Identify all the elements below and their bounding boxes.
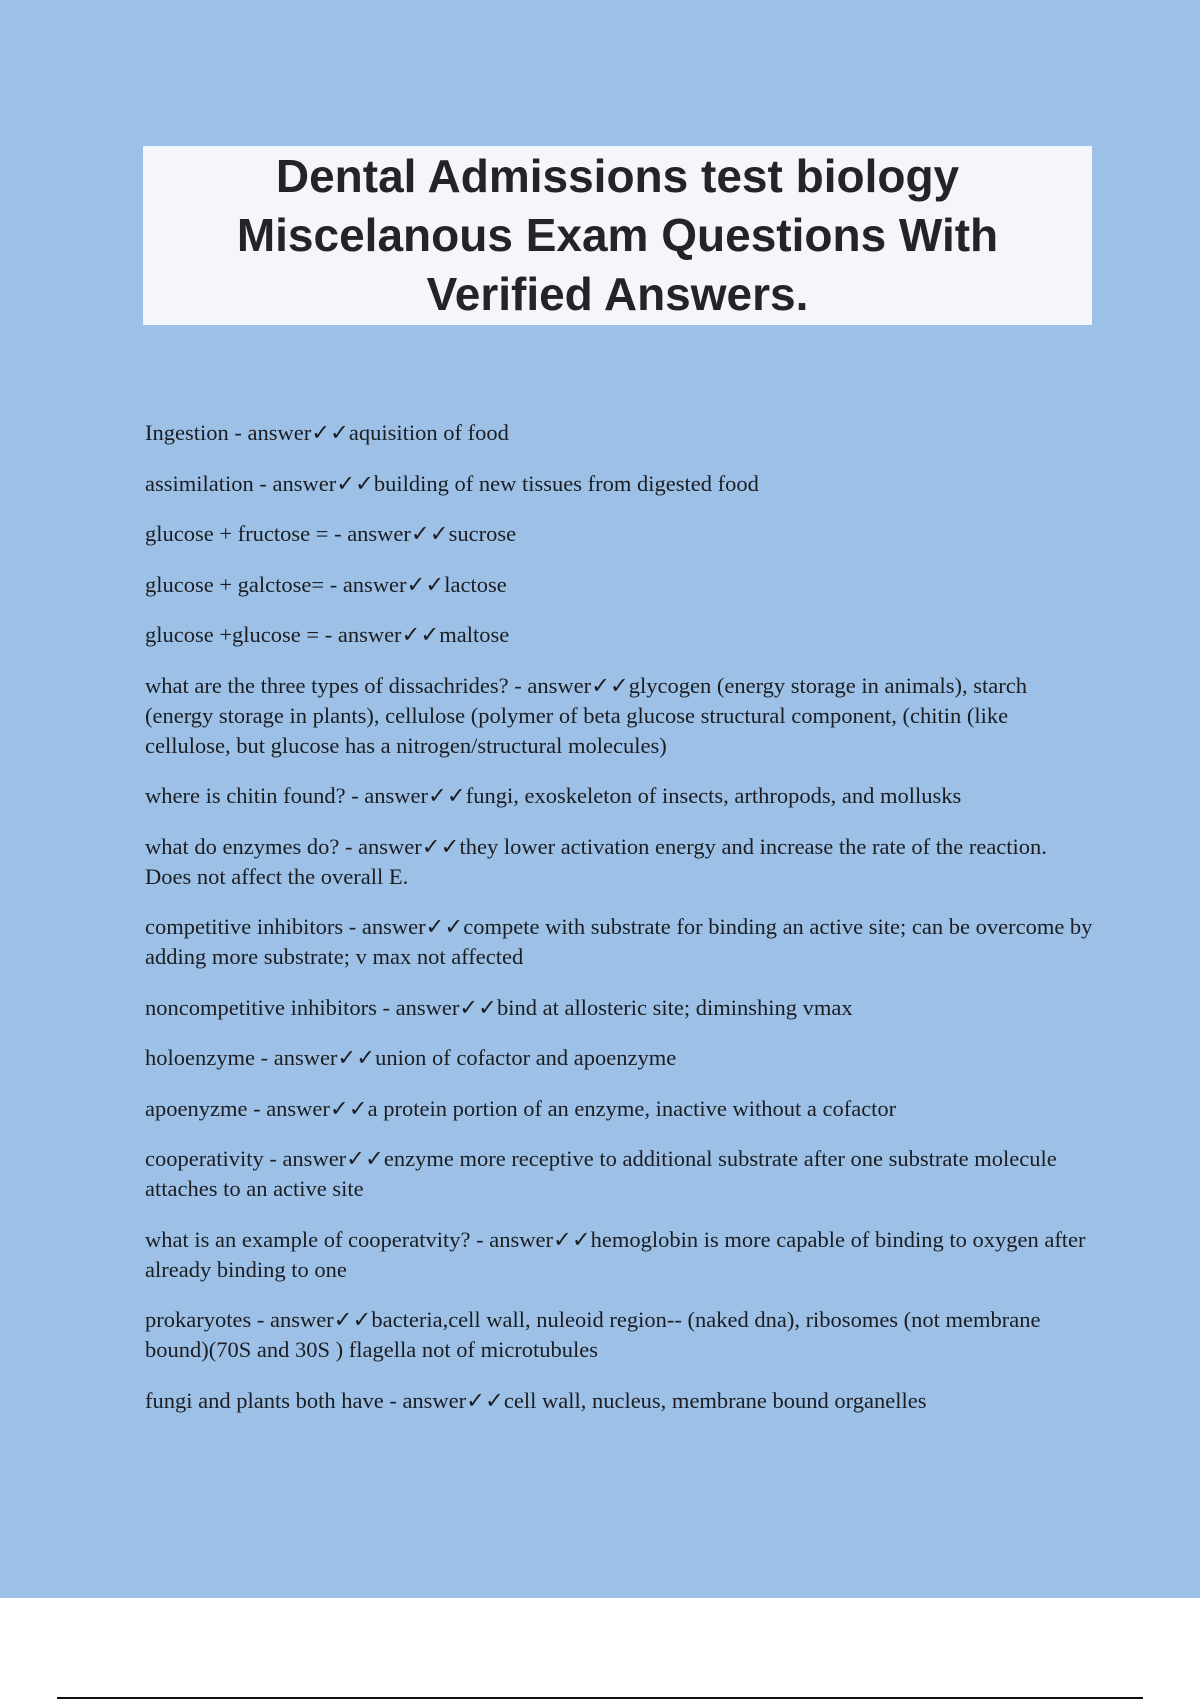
- qa-item: prokaryotes - answer✓✓bacteria,cell wall, nuleoid region-- (naked dna), ribosomes (not membrane bound)(70S and 30S ) flagella not of microtubules: [145, 1307, 1041, 1362]
- footer-divider: [57, 1697, 1143, 1699]
- qa-item: competitive inhibitors - answer✓✓compete with substrate for binding an active site; can be overcome by adding more substrate; v max not affected: [145, 914, 1093, 969]
- qa-list: [145, 418, 1095, 1436]
- qa-item: holoenzyme - answer✓✓union of cofactor and apoenzyme: [145, 1045, 677, 1070]
- qa-item: what do enzymes do? - answer✓✓they lower activation energy and increase the rate of the reaction. Does not affect the overall E.: [145, 833, 1047, 889]
- qa-item: cooperativity - answer✓✓enzyme more receptive to additional substrate after one substrate molecule attaches to an active site: [145, 1146, 1057, 1201]
- qa-item: what are the three types of dissachrides? - answer✓✓glycogen (energy storage in animals), starch (energy storage in plants), cellulose (polymer of beta glucose structural component, (chitin (like cellulose, but glucose has a nitrogen/structural molecules): [145, 672, 1027, 758]
- qa-item: noncompetitive inhibitors - answer✓✓bind at allosteric site; diminshing vmax: [145, 994, 853, 1020]
- qa-item: what is an example of cooperatvity? - answer✓✓hemoglobin is more capable of binding to oxygen after already binding to one: [145, 1226, 1086, 1282]
- qa-item: glucose + galctose= - answer✓✓lactose: [145, 571, 507, 597]
- qa-item: glucose +glucose = - answer✓✓maltose: [145, 622, 510, 647]
- qa-item: assimilation - answer✓✓building of new tissues from digested food: [145, 470, 759, 496]
- qa-item: apoenyzme - answer✓✓a protein portion of an enzyme, inactive without a cofactor: [145, 1095, 897, 1121]
- qa-item: glucose + fructose = - answer✓✓sucrose: [145, 521, 517, 546]
- title-box: [143, 146, 1092, 325]
- qa-item: fungi and plants both have - answer✓✓cell wall, nucleus, membrane bound organelles: [145, 1387, 927, 1413]
- qa-item: Ingestion - answer✓✓aquisition of food: [145, 420, 509, 445]
- document-title: Dental Admissions test biology Miscelanous Exam Questions With Verified Answers.: [236, 150, 999, 320]
- qa-item: where is chitin found? - answer✓✓fungi, exoskeleton of insects, arthropods, and mollusks: [145, 783, 962, 808]
